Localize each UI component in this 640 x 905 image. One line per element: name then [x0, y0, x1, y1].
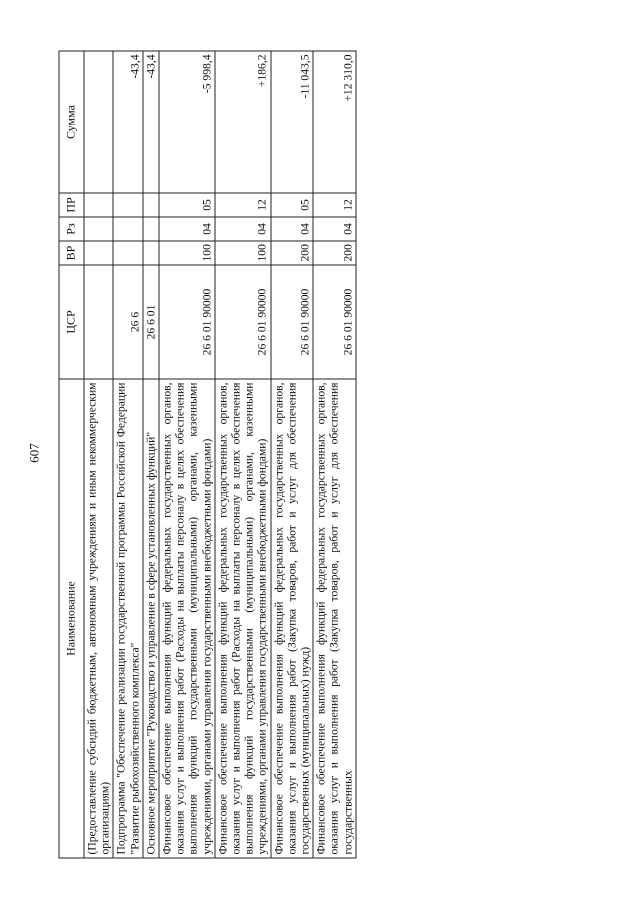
cell-csr: 26 6 01 90000	[159, 265, 215, 379]
cell-vr	[84, 241, 113, 265]
table-header-row	[59, 51, 84, 858]
cell-pr	[84, 193, 113, 217]
header-name: Наименование	[59, 379, 84, 858]
header-csr: ЦСР	[59, 265, 84, 379]
cell-pr: 05	[159, 193, 215, 217]
table-row	[270, 51, 313, 858]
header-sum: Сумма	[59, 51, 84, 193]
cell-name: Основное мероприятие "Руководство и управление в сфере установленных функций"	[142, 379, 158, 858]
cell-sum: -11 043,5	[270, 51, 313, 193]
cell-rz: 04	[270, 217, 313, 241]
cell-rz: 04	[313, 217, 356, 241]
cell-sum: -5 998,4	[159, 51, 215, 193]
table-row	[142, 51, 158, 858]
cell-rz	[113, 217, 142, 241]
cell-sum: +12 310,0	[313, 51, 356, 193]
table-row	[113, 51, 142, 858]
cell-csr: 26 6 01 90000	[214, 265, 270, 379]
cell-rz	[84, 217, 113, 241]
cell-rz	[142, 217, 158, 241]
cell-pr: 12	[214, 193, 270, 217]
cell-vr: 100	[214, 241, 270, 265]
cell-csr: 26 6 01 90000	[270, 265, 313, 379]
cell-rz: 04	[214, 217, 270, 241]
budget-table	[58, 50, 356, 858]
cell-vr: 200	[313, 241, 356, 265]
cell-vr: 100	[159, 241, 215, 265]
cell-vr	[142, 241, 158, 265]
cell-csr: 26 6	[113, 265, 142, 379]
cell-sum: -43,4	[142, 51, 158, 193]
cell-name: Финансовое обеспечение выполнения функций федеральных государственных органов, оказания услуг и выполнения работ (Закупка товаров, работ и услуг для обеспечения государственных (муниципальных) нужд)	[270, 379, 313, 858]
cell-pr: 12	[313, 193, 356, 217]
table-row	[313, 51, 356, 858]
cell-name: Финансовое обеспечение выполнения функций федеральных государственных органов, оказания услуг и выполнения работ (Закупка товаров, работ и услуг для обеспечения государственных	[313, 379, 356, 858]
cell-csr	[84, 265, 113, 379]
cell-sum: +186,2	[214, 51, 270, 193]
table-row	[214, 51, 270, 858]
header-pr: ПР	[59, 193, 84, 217]
cell-name: Подпрограмма "Обеспечение реализации государственной программы Российской Федерации "Развитие рыбохозяйственного комплекса"	[113, 379, 142, 858]
cell-sum	[84, 51, 113, 193]
cell-name: (Предоставление субсидий бюджетным, автономным учреждениям и иным некоммерческим организациям)	[84, 379, 113, 858]
cell-vr	[113, 241, 142, 265]
cell-name: Финансовое обеспечение выполнения функций федеральных государственных органов, оказания услуг и выполнения работ (Расходы на выплаты персоналу в целях обеспечения выполнения функций государственными (муниципальными) органами, казенными учреждениями, органами управления государственными внебюджетными фондами)	[214, 379, 270, 858]
cell-pr	[142, 193, 158, 217]
cell-pr: 05	[270, 193, 313, 217]
header-rz: Рз	[59, 217, 84, 241]
cell-vr: 200	[270, 241, 313, 265]
cell-name: Финансовое обеспечение выполнения функций федеральных государственных органов, оказания услуг и выполнения работ (Расходы на выплаты персоналу в целях обеспечения выполнения функций государственными (муниципальными) органами, казенными учреждениями, органами управления государственными внебюджетными фондами)	[159, 379, 215, 858]
table-row	[159, 51, 215, 858]
cell-csr: 26 6 01 90000	[313, 265, 356, 379]
cell-sum: -43,4	[113, 51, 142, 193]
table-row	[84, 51, 113, 858]
cell-rz: 04	[159, 217, 215, 241]
cell-pr	[113, 193, 142, 217]
header-vr: ВР	[59, 241, 84, 265]
cell-csr: 26 6 01	[142, 265, 158, 379]
page-number: 607	[26, 442, 41, 463]
